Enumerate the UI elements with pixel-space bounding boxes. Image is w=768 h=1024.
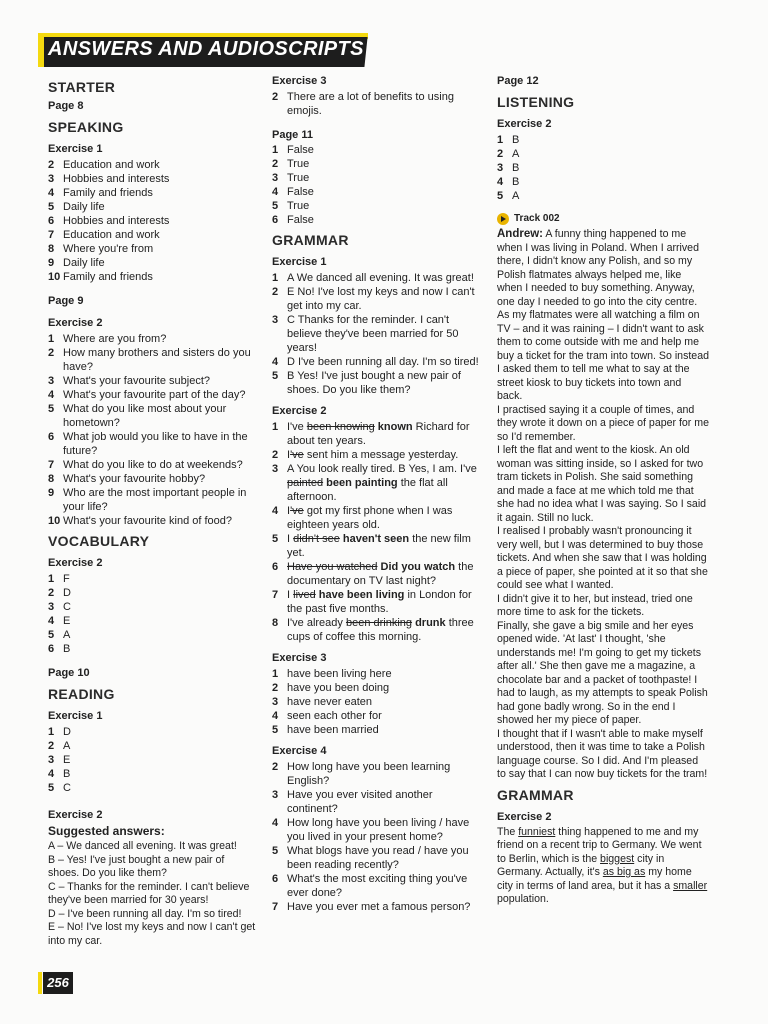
section-banner <box>38 33 368 69</box>
answer-item <box>272 872 484 900</box>
item-text: What's your favourite part of the day? <box>63 389 246 401</box>
item-number: 4 <box>48 615 55 627</box>
item-text: False <box>287 144 314 156</box>
item-number: 5 <box>48 629 55 641</box>
exercise-label: Exercise 1 <box>272 256 327 268</box>
item-number: 6 <box>272 873 279 885</box>
item-number: 4 <box>272 505 279 517</box>
page10-ex3-list <box>272 90 484 118</box>
item-text <box>287 560 484 588</box>
answer-item <box>497 147 709 161</box>
item-number: 2 <box>48 347 55 359</box>
exercise-label: Exercise 1 <box>48 143 103 155</box>
answer-item <box>272 313 484 355</box>
item-text: True <box>287 200 310 212</box>
item-text: Have you ever visited another continent? <box>287 789 433 815</box>
answer-item <box>272 369 484 397</box>
answer-item <box>272 681 484 695</box>
item-text: C <box>63 782 71 794</box>
plain-text: I've <box>287 421 307 433</box>
item-number: 3 <box>497 162 504 174</box>
answer-item <box>48 572 258 586</box>
item-text: C <box>63 601 71 613</box>
page-label: Page 9 <box>48 295 84 307</box>
exercise-label: Exercise 2 <box>48 317 103 329</box>
page-number: 256 <box>43 972 73 994</box>
item-number: 10 <box>48 515 61 527</box>
item-number: 2 <box>272 286 279 298</box>
plain-text: Richard for about ten years. <box>287 421 470 447</box>
answer-item <box>48 486 258 514</box>
exercise-label: Exercise 2 <box>272 405 327 417</box>
item-number: 1 <box>48 573 55 585</box>
answer-item <box>272 462 484 504</box>
item-text: seen each other for <box>287 710 382 722</box>
item-number: 5 <box>48 782 55 794</box>
item-number: 2 <box>48 159 55 171</box>
item-number: 2 <box>272 91 279 103</box>
audioscript-paragraph: I realised I probably wasn't pronouncing it very well, but I was determined to buy those tickets. And when she saw that I was holding a piece of paper, she pointed at it so that she could see what I wanted. <box>497 525 708 591</box>
suggested-answer: D – I've been running all day. I'm so tired! <box>48 907 242 920</box>
answer-item <box>272 90 484 118</box>
item-number: 8 <box>48 473 55 485</box>
item-text: How long have you been living / have you lived in your present home? <box>287 817 470 843</box>
item-text <box>287 616 484 644</box>
item-text: C Thanks for the reminder. I can't believe they've been married for 50 years! <box>287 314 459 354</box>
item-text: A <box>63 740 71 752</box>
item-text: False <box>287 214 314 226</box>
item-text: True <box>287 158 310 170</box>
item-number: 2 <box>272 449 279 461</box>
suggested-answer: B – Yes! I've just bought a new pair of shoes. Do you like them? <box>48 853 225 879</box>
answer-item <box>272 285 484 313</box>
item-text <box>287 462 484 504</box>
plain-text: I <box>287 533 294 545</box>
answer-item <box>48 228 258 242</box>
plain-text: I've already <box>287 617 346 629</box>
item-number: 1 <box>497 134 504 146</box>
struck-text: 've <box>290 449 304 461</box>
item-number: 8 <box>48 243 55 255</box>
struck-text: didn't see <box>293 533 340 545</box>
answer-item <box>48 725 258 739</box>
answer-item <box>48 739 258 753</box>
heading-speaking: SPEAKING <box>48 119 124 135</box>
item-number: 7 <box>272 901 279 913</box>
item-number: 1 <box>272 668 279 680</box>
suggested-answer: A – We danced all evening. It was great! <box>48 840 237 852</box>
exercise-label: Exercise 1 <box>48 710 103 722</box>
answer-item <box>272 213 484 227</box>
item-number: 4 <box>272 186 279 198</box>
item-number: 3 <box>272 172 279 184</box>
item-number: 3 <box>272 463 279 475</box>
answer-item <box>272 667 484 681</box>
answer-item <box>497 133 709 147</box>
item-text: A <box>63 629 71 641</box>
item-text: How long have you been learning English? <box>287 761 451 787</box>
answer-item <box>48 472 258 486</box>
answer-item <box>48 256 258 270</box>
audioscript-paragraph: I practised saying it a couple of times, and they wrote it down on a piece of paper for me so I'd remember. <box>497 403 709 443</box>
item-number: 8 <box>272 617 279 629</box>
speaking-ex1-list <box>48 158 258 284</box>
item-text: What's the most exciting thing you've ever done? <box>287 873 468 899</box>
item-text: Education and work <box>63 229 160 241</box>
struck-text: Have you watched <box>287 561 378 573</box>
answer-item <box>272 560 484 588</box>
item-number: 2 <box>272 158 279 170</box>
item-text: have never eaten <box>287 696 373 708</box>
item-text: B <box>512 134 520 146</box>
item-text: A <box>512 190 520 202</box>
item-text: There are a lot of benefits to using emojis. <box>287 91 454 117</box>
item-text: What's your favourite kind of food? <box>63 515 233 527</box>
answer-item <box>272 532 484 560</box>
item-number: 10 <box>48 271 61 283</box>
item-number: 2 <box>272 682 279 694</box>
plain-text: A You look really tired. B Yes, I am. I've <box>287 463 477 475</box>
answer-item <box>48 214 258 228</box>
answer-item <box>48 430 258 458</box>
answer-item <box>272 709 484 723</box>
answer-item <box>48 346 258 374</box>
plain-text: I <box>287 449 291 461</box>
item-number: 1 <box>272 421 279 433</box>
page-label: Page 10 <box>48 667 90 679</box>
heading-reading: READING <box>48 686 115 702</box>
item-number: 3 <box>272 314 279 326</box>
item-text: have been married <box>287 724 379 736</box>
grammar-ex2-answer: The funniest thing happened to me and my friend on a recent trip to Germany. We went to Berlin, which is the biggest city in Germany. Actually, it's as big as my home city in terms of land area, but it has a smaller population. <box>497 825 708 905</box>
item-text: D I've been running all day. I'm so tired! <box>287 356 479 368</box>
underlined-answer: funniest <box>518 825 556 838</box>
item-text <box>287 448 484 462</box>
struck-text: been drinking <box>345 617 413 629</box>
track-number: Track 002 <box>514 213 560 224</box>
audioscript-paragraph: I didn't give it to her, but instead, tried one more time to ask for the tickets. <box>497 592 693 618</box>
item-number: 7 <box>48 459 55 471</box>
item-text: True <box>287 172 310 184</box>
item-text: Family and friends <box>63 187 153 199</box>
struck-text: been knowing <box>306 421 375 433</box>
item-number: 4 <box>48 187 55 199</box>
answer-item <box>48 767 258 781</box>
correction-text: known <box>374 421 413 433</box>
item-number: 6 <box>48 643 55 655</box>
heading-grammar: GRAMMAR <box>497 786 574 803</box>
item-text: B Yes! I've just bought a new pair of shoes. Do you like them? <box>287 370 461 396</box>
vocabulary-ex2-list <box>48 572 258 656</box>
item-text: What do you like to do at weekends? <box>63 459 243 471</box>
item-text: What job would you like to have in the future? <box>63 431 248 457</box>
heading-vocabulary: VOCABULARY <box>48 533 150 549</box>
script-text: A funny thing happened to me when I was living in Poland. When I arrived there, I didn't know any Polish, and so my Polish flatmates always helped me, like when I needed to buy something. Anyway, one day I needed to go into the city centre. As my flatmates were all watching a film on TV – and it was raining – I didn't want to ask them to come outside with me and help me buy a ticket for the tram into town. So instead I asked them to tell me what to say at the street kiosk to buy tickets into town and back. <box>497 228 709 402</box>
correction-text: Did you watch <box>377 561 456 573</box>
plain-text: the new film yet. <box>287 533 471 559</box>
item-number: 3 <box>272 696 279 708</box>
exercise-label: Exercise 2 <box>497 118 552 130</box>
answer-item <box>272 157 484 171</box>
item-number: 6 <box>272 214 279 226</box>
item-number: 1 <box>48 726 55 738</box>
item-text <box>287 588 484 616</box>
correction-text: been painting <box>323 477 398 489</box>
answer-item <box>272 420 484 448</box>
item-text: F <box>63 573 70 585</box>
item-number: 5 <box>272 200 279 212</box>
item-text <box>287 420 484 448</box>
audioscript-paragraph <box>497 228 709 404</box>
item-number: 1 <box>48 333 55 345</box>
item-text: D <box>63 726 71 738</box>
grammar-ex3-list <box>272 667 484 737</box>
column-1 <box>48 74 258 948</box>
item-number: 5 <box>272 370 279 382</box>
item-text: E <box>63 754 71 766</box>
exercise-label: Exercise 4 <box>272 745 327 757</box>
plain-text: I <box>287 589 294 601</box>
exercise-label: Exercise 2 <box>48 809 103 821</box>
suggested-answer: E – No! I've lost my keys and now I can't get into my car. <box>48 921 256 947</box>
struck-text: lived <box>293 589 316 601</box>
plain-text: I <box>287 505 291 517</box>
answer-item <box>497 161 709 175</box>
item-number: 2 <box>48 740 55 752</box>
answer-item <box>48 402 258 430</box>
item-text: Where you're from <box>63 243 154 255</box>
item-number: 5 <box>272 533 279 545</box>
answer-item <box>48 374 258 388</box>
answer-item <box>272 760 484 788</box>
plain-text: the flat all afternoon. <box>287 477 448 503</box>
item-number: 4 <box>497 176 504 188</box>
answer-item <box>272 588 484 616</box>
heading-starter: STARTER <box>48 79 116 95</box>
item-number: 5 <box>272 724 279 736</box>
answer-item <box>48 514 258 528</box>
banner-title: ANSWERS AND AUDIOSCRIPTS <box>48 38 364 60</box>
item-text: Who are the most important people in your life? <box>63 487 247 513</box>
answer-item <box>48 270 258 284</box>
exercise-label: Exercise 2 <box>48 557 103 569</box>
item-number: 2 <box>272 761 279 773</box>
item-number: 7 <box>272 589 279 601</box>
grammar-ex1-list <box>272 271 484 397</box>
item-number: 5 <box>48 403 55 415</box>
struck-text: 've <box>290 505 304 517</box>
correction-text: have been living <box>315 589 405 601</box>
item-text: What do you like most about your hometown? <box>63 403 227 429</box>
suggested-answers-heading: Suggested answers: <box>48 824 165 838</box>
column-3 <box>497 74 709 907</box>
item-number: 6 <box>48 431 55 443</box>
exercise-label: Exercise 2 <box>497 810 552 823</box>
item-text: Hobbies and interests <box>63 215 170 227</box>
answer-item <box>272 448 484 462</box>
item-text <box>287 504 484 532</box>
answer-item <box>272 143 484 157</box>
item-text: Where are you from? <box>63 333 167 345</box>
item-number: 3 <box>48 601 55 613</box>
item-number: 2 <box>497 148 504 160</box>
plain-text: sent him a message yesterday. <box>303 449 459 461</box>
audioscript-paragraph: I left the flat and went to the kiosk. An old woman was sitting inside, so I asked for two tram tickets in Polish. She said something and made a face at me which told me that she had no idea what I was saying. So I said it again. Still no luck. <box>497 444 707 524</box>
item-text: E No! I've lost my keys and now I can't get into my car. <box>287 286 475 312</box>
item-number: 1 <box>272 272 279 284</box>
answer-item <box>272 900 484 914</box>
page-label: Page 11 <box>272 129 313 141</box>
item-text: Daily life <box>63 201 105 213</box>
answer-item <box>48 586 258 600</box>
plain-text: got my first phone when I was eighteen years old. <box>287 505 453 531</box>
item-number: 4 <box>272 710 279 722</box>
plain-text: three cups of coffee this morning. <box>287 617 474 643</box>
item-number: 4 <box>48 768 55 780</box>
item-text: What's your favourite hobby? <box>63 473 206 485</box>
item-number: 5 <box>48 201 55 213</box>
audioscript-paragraph: Finally, she gave a big smile and her eyes opened wide. 'At last' I thought, 'she understands me! I'm going to get my tickets after all.' She then gave me a magazine, a chocolate bar and a packet of toothpaste! I had to laugh, as my attempts to speak Polish had gone badly wrong. So in the end I showed her my piece of paper. <box>497 619 708 726</box>
answer-item <box>48 186 258 200</box>
heading-listening: LISTENING <box>497 94 575 110</box>
item-text: B <box>512 162 520 174</box>
page-label: Page 12 <box>497 75 539 87</box>
item-text: B <box>512 176 520 188</box>
item-number: 6 <box>272 561 279 573</box>
item-text: have been living here <box>287 668 392 680</box>
answer-item <box>497 189 709 203</box>
answer-item <box>272 199 484 213</box>
correction-text: haven't seen <box>339 533 410 545</box>
item-text: Education and work <box>63 159 160 171</box>
answer-item <box>48 172 258 186</box>
track-label[interactable] <box>497 211 709 226</box>
exercise-label: Exercise 3 <box>272 652 327 664</box>
answer-item <box>272 171 484 185</box>
answer-item <box>272 844 484 872</box>
item-number: 2 <box>48 587 55 599</box>
answer-item <box>272 355 484 369</box>
answer-item <box>272 185 484 199</box>
item-number: 3 <box>272 789 279 801</box>
answer-item <box>272 816 484 844</box>
item-text: What blogs have you read / have you been reading recently? <box>287 845 469 871</box>
item-number: 4 <box>272 356 279 368</box>
item-text: Have you ever met a famous person? <box>287 901 471 913</box>
correction-text: drunk <box>412 617 446 629</box>
answer-item <box>272 271 484 285</box>
exercise-label: Exercise 3 <box>272 75 327 87</box>
plain-text: the documentary on TV last night? <box>287 561 474 587</box>
item-number: 4 <box>272 817 279 829</box>
banner-left-bar <box>38 37 44 67</box>
answer-item <box>272 695 484 709</box>
item-number: 5 <box>497 190 504 202</box>
reading-ex1-list <box>48 725 258 795</box>
item-text: A We danced all evening. It was great! <box>287 272 474 284</box>
answer-item <box>272 504 484 532</box>
answer-item <box>48 200 258 214</box>
underlined-answer: biggest <box>600 852 635 865</box>
suggested-answers <box>48 840 258 948</box>
answer-item <box>48 642 258 656</box>
item-number: 7 <box>48 229 55 241</box>
item-number: 9 <box>48 487 55 499</box>
underlined-answer: smaller <box>673 879 708 892</box>
item-number: 9 <box>48 257 55 269</box>
underlined-answer: as big as <box>602 866 646 878</box>
answer-item <box>272 788 484 816</box>
answer-item <box>48 158 258 172</box>
speaking-ex2-list <box>48 332 258 528</box>
item-number: 3 <box>48 375 55 387</box>
answer-item <box>48 628 258 642</box>
item-text: False <box>287 186 314 198</box>
item-text: Daily life <box>63 257 105 269</box>
item-text: How many brothers and sisters do you have? <box>63 347 251 373</box>
answer-item <box>48 614 258 628</box>
item-text: What's your favourite subject? <box>63 375 211 387</box>
answer-item <box>48 242 258 256</box>
struck-text: painted <box>287 477 324 489</box>
answer-item <box>48 781 258 795</box>
answer-item <box>272 616 484 644</box>
item-number: 1 <box>272 144 279 156</box>
audio-track-icon[interactable] <box>497 213 509 225</box>
speaker-name: Andrew: <box>497 228 543 240</box>
answer-item <box>48 753 258 767</box>
plain-text: in London for the past five months. <box>287 589 472 615</box>
item-text: have you been doing <box>287 682 390 694</box>
item-number: 3 <box>48 173 55 185</box>
listening-ex2-list <box>497 133 709 203</box>
item-text: B <box>63 768 71 780</box>
grammar-ex2-list <box>272 420 484 644</box>
item-number: 5 <box>272 845 279 857</box>
audioscript <box>497 228 709 782</box>
grammar-ex4-list <box>272 760 484 914</box>
item-text: Hobbies and interests <box>63 173 170 185</box>
true-false-list <box>272 143 484 227</box>
item-text: A <box>512 148 520 160</box>
page-label: Page 8 <box>48 100 84 112</box>
answer-item <box>272 723 484 737</box>
item-number: 4 <box>48 389 55 401</box>
item-text: Family and friends <box>63 271 153 283</box>
answer-item <box>497 175 709 189</box>
item-text: B <box>63 643 71 655</box>
item-text <box>287 532 484 560</box>
suggested-answer: C – Thanks for the reminder. I can't believe they've been married for 30 years! <box>48 880 250 906</box>
heading-grammar: GRAMMAR <box>272 232 349 248</box>
item-text: D <box>63 587 71 599</box>
answer-item <box>48 458 258 472</box>
item-text: E <box>63 615 71 627</box>
audioscript-paragraph: I thought that if I wasn't able to make myself understood, then it was time to take a Polish language course. So I did. And I'm pleased to say that I can now buy tickets for the tram! <box>497 727 708 780</box>
item-number: 3 <box>48 754 55 766</box>
item-number: 6 <box>48 215 55 227</box>
answer-item <box>48 600 258 614</box>
answer-item <box>48 332 258 346</box>
column-2 <box>272 74 484 914</box>
answer-item <box>48 388 258 402</box>
